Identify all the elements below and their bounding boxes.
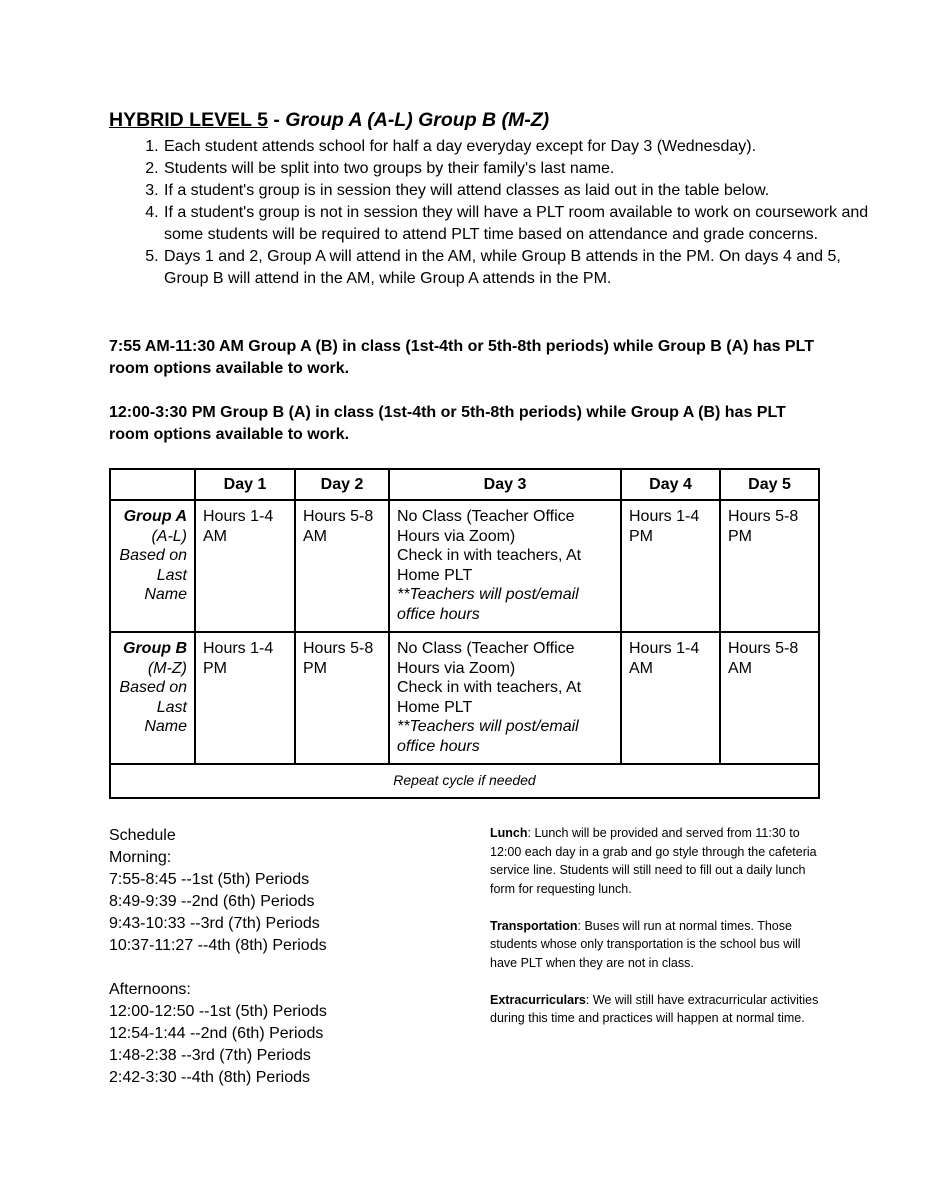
group-note: Based on Last Name	[119, 547, 187, 603]
schedule-line: 12:00-12:50 --1st (5th) Periods	[109, 1003, 327, 1020]
morning-time-block: 7:55 AM-11:30 AM Group A (B) in class (1st-4th or 5th-8th periods) while Group B (A) has PLT room options available to work.	[109, 338, 814, 377]
rule-item: 3. If a student's group is in session they will attend classes as laid out in the table below.	[163, 180, 883, 202]
header-cell-day4: Day 4	[621, 469, 720, 500]
lunch-note	[490, 824, 825, 898]
day3-note: **Teachers will post/email office hours	[397, 718, 579, 755]
transportation-text: : Buses will run at normal times. Those students whose only transportation is the school bus will have PLT when they are not in class.	[490, 918, 801, 970]
group-name: Group B	[123, 640, 187, 657]
extracurriculars-text: : We will still have extracurricular activities during this time and practices will happen at normal time.	[490, 992, 819, 1025]
day5-cell: Hours 5-8 AM	[720, 632, 819, 764]
header-cell-day3: Day 3	[389, 469, 621, 500]
title-level: HYBRID LEVEL 5	[109, 109, 268, 131]
day2-cell: Hours 5-8 AM	[295, 500, 389, 632]
schedule-line: 7:55-8:45 --1st (5th) Periods	[109, 871, 310, 888]
day3-line1: No Class (Teacher Office Hours via Zoom)	[397, 640, 575, 677]
day4-cell: Hours 1-4 AM	[621, 632, 720, 764]
rule-item: 4. If a student's group is not in session they will have a PLT room available to work on coursework and some students will be required to attend PLT time based on attendance and grade concerns.	[163, 202, 883, 246]
header-cell-day2: Day 2	[295, 469, 389, 500]
group-name: Group A	[123, 508, 187, 525]
group-cell	[110, 632, 195, 764]
schedule-line: 9:43-10:33 --3rd (7th) Periods	[109, 915, 320, 932]
header-cell-day1: Day 1	[195, 469, 295, 500]
schedule-line: 1:48-2:38 --3rd (7th) Periods	[109, 1047, 311, 1064]
spacer	[109, 957, 327, 979]
schedule-table	[109, 468, 820, 799]
header-cell-day5: Day 5	[720, 469, 819, 500]
rule-item: 1. Each student attends school for half a day everyday except for Day 3 (Wednesday).	[163, 136, 883, 158]
table-row-group-b	[110, 632, 819, 764]
day3-line2: Check in with teachers, At Home PLT	[397, 679, 582, 716]
group-cell	[110, 500, 195, 632]
notes-column	[490, 824, 825, 1046]
group-range: (A-L)	[151, 527, 187, 545]
lunch-text: : Lunch will be provided and served from 11:30 to 12:00 each day in a grab and go style through the cafeteria service line. Students will still need to fill out a daily lunch form for requesting lunch.	[490, 826, 817, 896]
table-header-row	[110, 469, 819, 500]
group-note: Based on Last Name	[119, 679, 187, 735]
schedule-line: 12:54-1:44 --2nd (6th) Periods	[109, 1025, 324, 1042]
period-schedule	[109, 825, 327, 1089]
schedule-line: 2:42-3:30 --4th (8th) Periods	[109, 1069, 310, 1086]
table-footer: Repeat cycle if needed	[110, 764, 819, 798]
day1-cell: Hours 1-4 PM	[195, 632, 295, 764]
rule-item: 2. Students will be split into two groups by their family's last name.	[163, 158, 883, 180]
extracurriculars-label: Extracurriculars	[490, 992, 586, 1007]
title-separator: -	[267, 109, 286, 131]
afternoon-time-block: 12:00-3:30 PM Group B (A) in class (1st-4th or 5th-8th periods) while Group A (B) has PLT room options available to work.	[109, 404, 786, 443]
day3-line2: Check in with teachers, At Home PLT	[397, 547, 582, 584]
lunch-label: Lunch	[490, 826, 528, 840]
day3-note: **Teachers will post/email office hours	[397, 586, 579, 623]
morning-label: Morning:	[109, 849, 172, 866]
schedule-line: 8:49-9:39 --2nd (6th) Periods	[109, 893, 315, 910]
schedule-heading: Schedule	[109, 827, 176, 844]
table-footer-row	[110, 764, 819, 798]
rule-item: 5. Days 1 and 2, Group A will attend in the AM, while Group B attends in the PM. On days 4 and 5, Group B will attend in the AM, while Group A attends in the PM.	[163, 246, 883, 290]
afternoon-label: Afternoons:	[109, 981, 191, 998]
day3-cell	[389, 500, 621, 632]
day3-cell	[389, 632, 621, 764]
schedule-line: 10:37-11:27 --4th (8th) Periods	[109, 937, 327, 954]
day2-cell: Hours 5-8 PM	[295, 632, 389, 764]
page-title	[109, 109, 549, 132]
header-cell-empty	[110, 469, 195, 500]
title-groups: Group A (A-L) Group B (M-Z)	[285, 109, 550, 131]
day5-cell: Hours 5-8 PM	[720, 500, 819, 632]
extracurriculars-note	[490, 991, 825, 1028]
day4-cell: Hours 1-4 PM	[621, 500, 720, 632]
rules-list	[109, 136, 883, 290]
day1-cell: Hours 1-4 AM	[195, 500, 295, 632]
day3-line1: No Class (Teacher Office Hours via Zoom)	[397, 508, 575, 545]
group-range: (M-Z)	[147, 659, 187, 677]
transportation-label: Transportation	[490, 918, 578, 933]
table-row-group-a	[110, 500, 819, 632]
transportation-note	[490, 917, 825, 973]
